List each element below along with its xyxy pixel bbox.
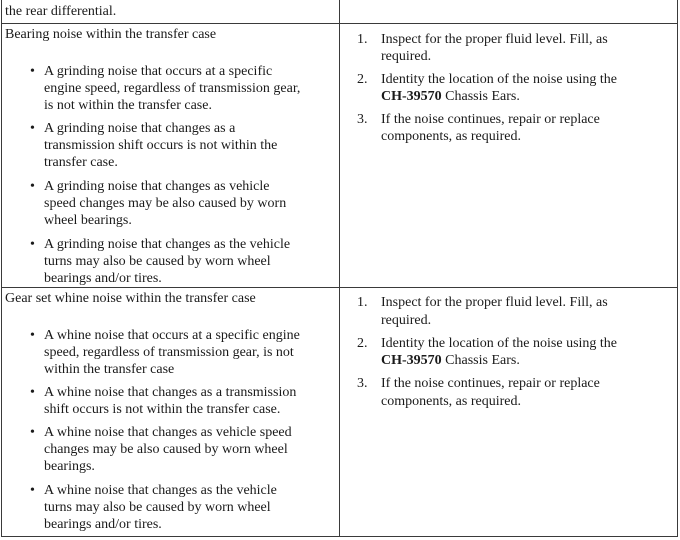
list-item-line: A whine noise that occurs at a specific engine: [44, 328, 300, 343]
step-text: components, as required.: [381, 394, 521, 409]
continued-text: the rear differential.: [5, 4, 117, 19]
bullet-icon: •: [30, 328, 35, 343]
step-number: 2.: [357, 72, 368, 87]
list-item-line: bearings and/or tires.: [44, 517, 162, 532]
list-item-line: A whine noise that changes as the vehicle: [44, 483, 277, 498]
step-text: Identity the location of the noise using the: [381, 336, 618, 351]
table-right-border: [677, 0, 678, 537]
tool-number: CH-39570: [381, 353, 442, 368]
step-text: If the noise continues, repair or replace: [381, 112, 600, 127]
step-text: required.: [381, 49, 432, 64]
step-text: [381, 352, 520, 370]
step-text: Inspect for the proper fluid level. Fill, as: [381, 295, 608, 310]
bullet-icon: •: [30, 385, 35, 400]
list-item-line: A grinding noise that changes as the vehicle: [44, 237, 291, 252]
row-heading-bearing-noise: Bearing noise within the transfer case: [5, 27, 217, 42]
tool-name: Chassis Ears.: [441, 353, 520, 368]
list-item-line: transmission shift occurs is not within the: [44, 138, 278, 153]
list-item-line: within the transfer case: [44, 362, 175, 377]
step-number: 1.: [357, 32, 368, 47]
bullet-icon: •: [30, 237, 35, 252]
list-item-line: A whine noise that changes as a transmission: [44, 385, 297, 400]
column-divider: [339, 0, 340, 537]
list-item-line: turns may also be caused by worn wheel: [44, 254, 271, 269]
step-number: 1.: [357, 295, 368, 310]
step-text: Identity the location of the noise using the: [381, 72, 618, 87]
bullet-icon: •: [30, 425, 35, 440]
bullet-icon: •: [30, 121, 35, 136]
bullet-icon: •: [30, 64, 35, 79]
list-item-line: is not within the transfer case.: [44, 98, 212, 113]
table-left-border: [1, 0, 2, 537]
step-text: required.: [381, 313, 432, 328]
step-number: 2.: [357, 336, 368, 351]
list-item-line: A grinding noise that occurs at a specific: [44, 64, 273, 79]
list-item-line: wheel bearings.: [44, 213, 132, 228]
step-text: components, as required.: [381, 129, 521, 144]
list-item-line: A grinding noise that changes as vehicle: [44, 179, 270, 194]
tool-name: Chassis Ears.: [441, 89, 520, 104]
list-item-line: bearings.: [44, 459, 95, 474]
list-item-line: A whine noise that changes as vehicle speed: [44, 425, 292, 440]
step-text: If the noise continues, repair or replace: [381, 376, 600, 391]
step-number: 3.: [357, 376, 368, 391]
bullet-icon: •: [30, 179, 35, 194]
list-item-line: speed changes may be also caused by worn: [44, 196, 287, 211]
list-item-line: shift occurs is not within the transfer case.: [44, 402, 281, 417]
list-item-line: changes may be also caused by worn wheel: [44, 442, 288, 457]
step-text: Inspect for the proper fluid level. Fill, as: [381, 32, 608, 47]
step-text: [381, 88, 520, 106]
list-item-line: engine speed, regardless of transmission gear,: [44, 81, 301, 96]
list-item-line: speed, regardless of transmission gear, is not: [44, 345, 294, 360]
list-item-line: transfer case.: [44, 155, 118, 170]
step-number: 3.: [357, 112, 368, 127]
bullet-icon: •: [30, 483, 35, 498]
list-item-line: A grinding noise that changes as a: [44, 121, 236, 136]
tool-number: CH-39570: [381, 89, 442, 104]
list-item-line: bearings and/or tires.: [44, 271, 162, 286]
list-item-line: turns may also be caused by worn wheel: [44, 500, 271, 515]
row-heading-gear-whine: Gear set whine noise within the transfer case: [5, 291, 256, 306]
